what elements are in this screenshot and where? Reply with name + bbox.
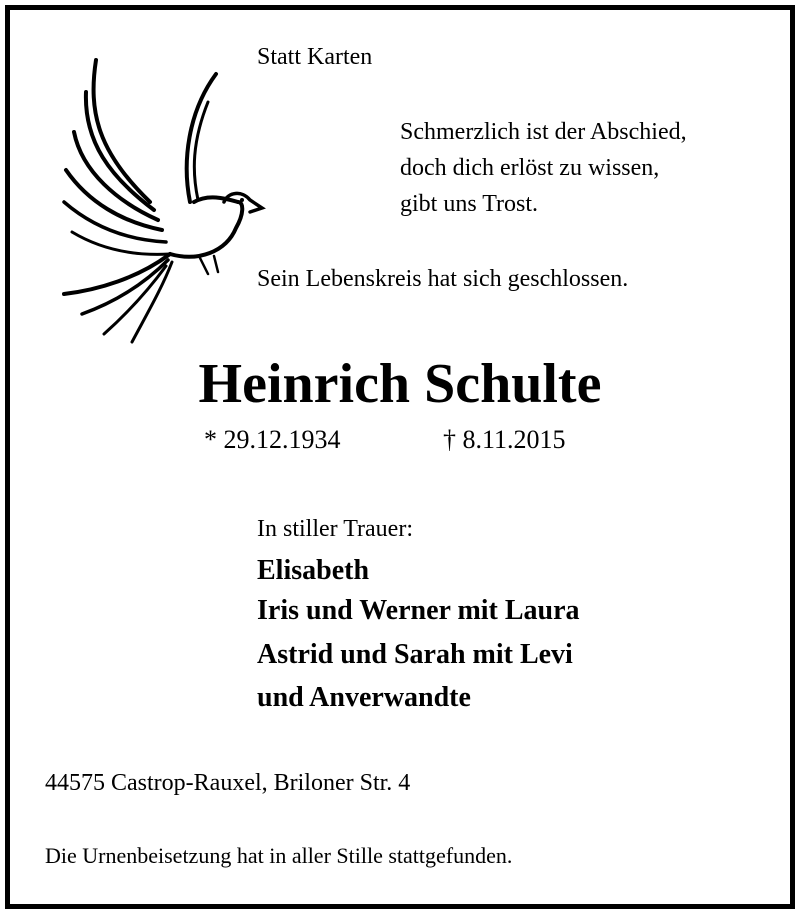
- closing-line: Sein Lebenskreis hat sich geschlossen.: [257, 266, 629, 292]
- burial-note: Die Urnenbeisetzung hat in aller Stille stattgefunden.: [45, 843, 513, 868]
- address-line: 44575 Castrop-Rauxel, Briloner Str. 4: [45, 770, 411, 796]
- quote-line: gibt uns Trost.: [400, 191, 539, 217]
- mourner-name: Astrid und Sarah mit Levi: [257, 639, 573, 670]
- quote-line: Schmerzlich ist der Abschied,: [400, 119, 687, 145]
- mourner-name: und Anverwandte: [257, 682, 471, 713]
- dove-icon: [58, 52, 270, 352]
- quote-line: doch dich erlöst zu wissen,: [400, 155, 660, 181]
- mourners-intro: In stiller Trauer:: [257, 516, 413, 542]
- death-date: † 8.11.2015: [443, 425, 566, 454]
- mourner-name: Iris und Werner mit Laura: [257, 595, 580, 626]
- intro-text: Statt Karten: [257, 44, 373, 70]
- mourner-name: Elisabeth: [257, 555, 370, 586]
- deceased-name: Heinrich Schulte: [198, 353, 602, 415]
- birth-date: * 29.12.1934: [204, 425, 341, 454]
